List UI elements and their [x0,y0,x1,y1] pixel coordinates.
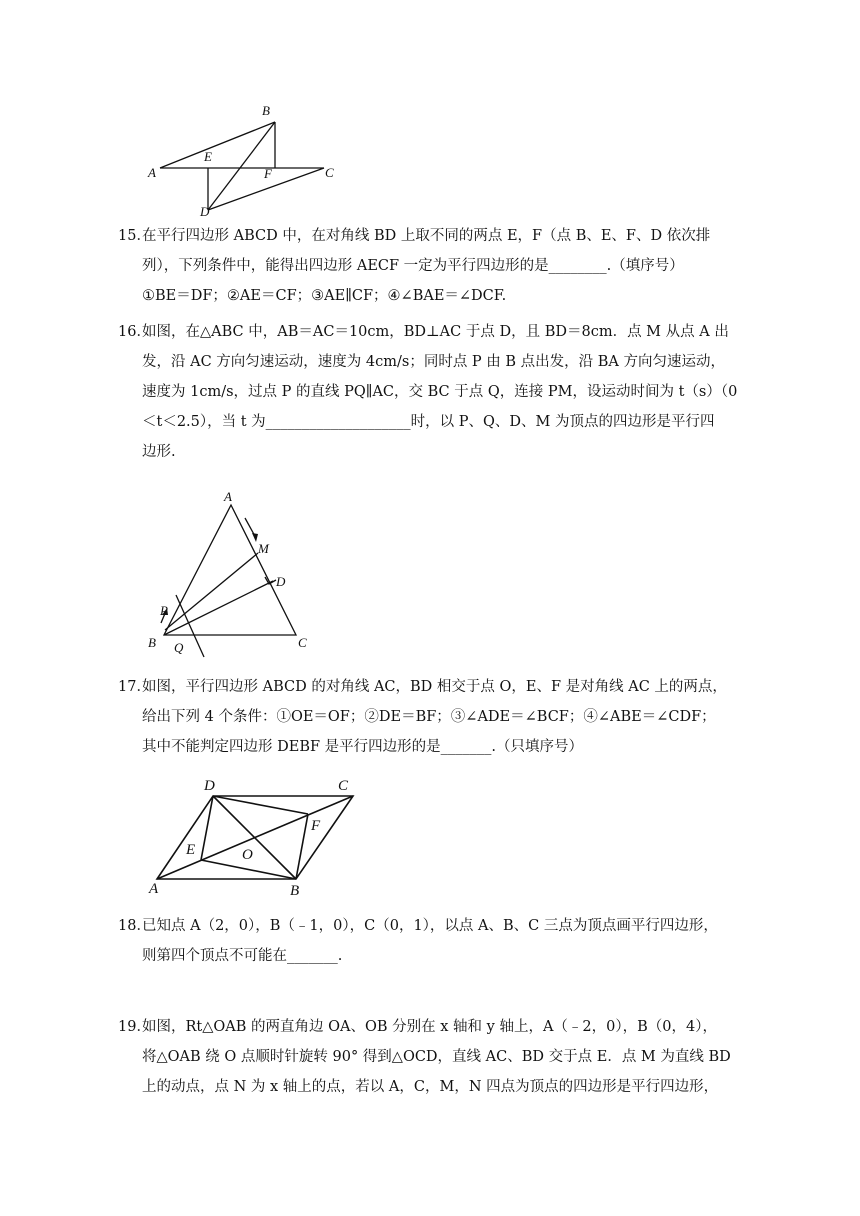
question-15 [118,221,718,311]
q16-line-3: 速度为 1cm/s，过点 P 的直线 PQ∥AC，交 BC 于点 Q，连接 PM，设运动时间为 t（s）（0 [142,384,738,400]
fig1-label-d: D [200,204,210,219]
q16-line-5: 边形. [142,444,176,460]
q19-line-2: 将△OAB 绕 O 点顺时针旋转 90° 得到△OCD，直线 AC、BD 交于点 E．点 M 为直线 BD [142,1049,731,1065]
q15-line-3: ①BE＝DF；②AE＝CF；③AE∥CF；④∠BAE＝∠DCF. [142,288,507,304]
fig1-label-b: B [262,103,270,118]
q17-line-3: 其中不能判定四边形 DEBF 是平行四边形的是_______.（只填序号） [142,739,584,755]
q19-line-3: 上的动点，点 N 为 x 轴上的点，若以 A，C，M，N 四点为顶点的四边形是平行四边形， [142,1079,719,1095]
question-19 [118,1012,731,1102]
fig3-label-c: C [338,778,349,794]
q17-number: 17． [118,679,151,695]
q19-line-1 [118,1012,718,1042]
q15-text: 在平行四边形 ABCD 中，在对角线 BD 上取不同的两点 E，F（点 B、E、F、D 依次排 [142,228,711,244]
fig2-label-d: D [276,574,286,589]
fig1-label-a: A [148,165,156,180]
fig2-label-c: C [298,635,307,650]
figure-q17 [140,770,380,900]
fig3-label-d: D [204,778,215,794]
fig2-label-q: Q [174,640,184,655]
fig2-label-m: M [258,541,269,556]
q16-number: 16． [118,324,151,340]
q16-line-1 [118,317,729,347]
q16-line-2: 发，沿 AC 方向匀速运动，速度为 4cm/s；同时点 P 由 B 点出发，沿 BA 方向匀速运动， [142,354,726,370]
q15-line-2: 列），下列条件中，能得出四边形 AECF 一定为平行四边形的是________.（填序号） [142,258,684,274]
figure-q14 [140,95,360,225]
fig3-label-b: B [290,883,300,899]
fig1-label-e: E [204,149,212,164]
q19-text: 如图，Rt△OAB 的两直角边 OA、OB 分别在 x 轴和 y 轴上，A（﹣2，0），B（0，4）， [142,1019,717,1035]
fig2-label-a: A [224,489,232,504]
fig2-label-b: B [148,635,156,650]
fig3-label-a: A [149,881,159,897]
q16-text: 如图，在△ABC 中，AB＝AC＝10cm，BD⊥AC 于点 D，且 BD＝8cm．点 M 从点 A 出 [142,324,729,340]
q15-number: 15． [118,228,151,244]
question-16 [118,317,738,467]
q18-number: 18． [118,918,151,934]
q17-text: 如图，平行四边形 ABCD 的对角线 AC，BD 相交于点 O，E、F 是对角线 AC 上的两点， [142,679,727,695]
q18-text: 已知点 A（2，0），B（﹣1，0），C（0，1），以点 A、B、C 三点为顶点画平行四边形， [142,918,718,934]
q18-line-1 [118,911,718,941]
fig3-label-f: F [311,818,321,834]
figure-q16 [140,485,340,665]
q17-line-2: 给出下列 4 个条件：①OE＝OF；②DE＝BF；③∠ADE＝∠BCF；④∠ABE＝∠CDF； [142,709,716,725]
q15-line-1 [118,221,718,251]
fig1-label-f: F [264,166,272,181]
q16-line-4: ＜t＜2.5），当 t 为____________________时，以 P、Q、D、M 为顶点的四边形是平行四 [142,414,715,430]
q18-line-2: 则第四个顶点不可能在_______. [142,948,343,964]
fig3-label-e: E [186,842,196,858]
question-18 [118,911,718,971]
q19-number: 19． [118,1019,151,1035]
q17-line-1 [118,672,727,702]
fig3-label-o: O [242,847,253,863]
fig1-label-c: C [325,165,334,180]
fig2-label-p: P [160,603,168,618]
question-17 [118,672,727,762]
